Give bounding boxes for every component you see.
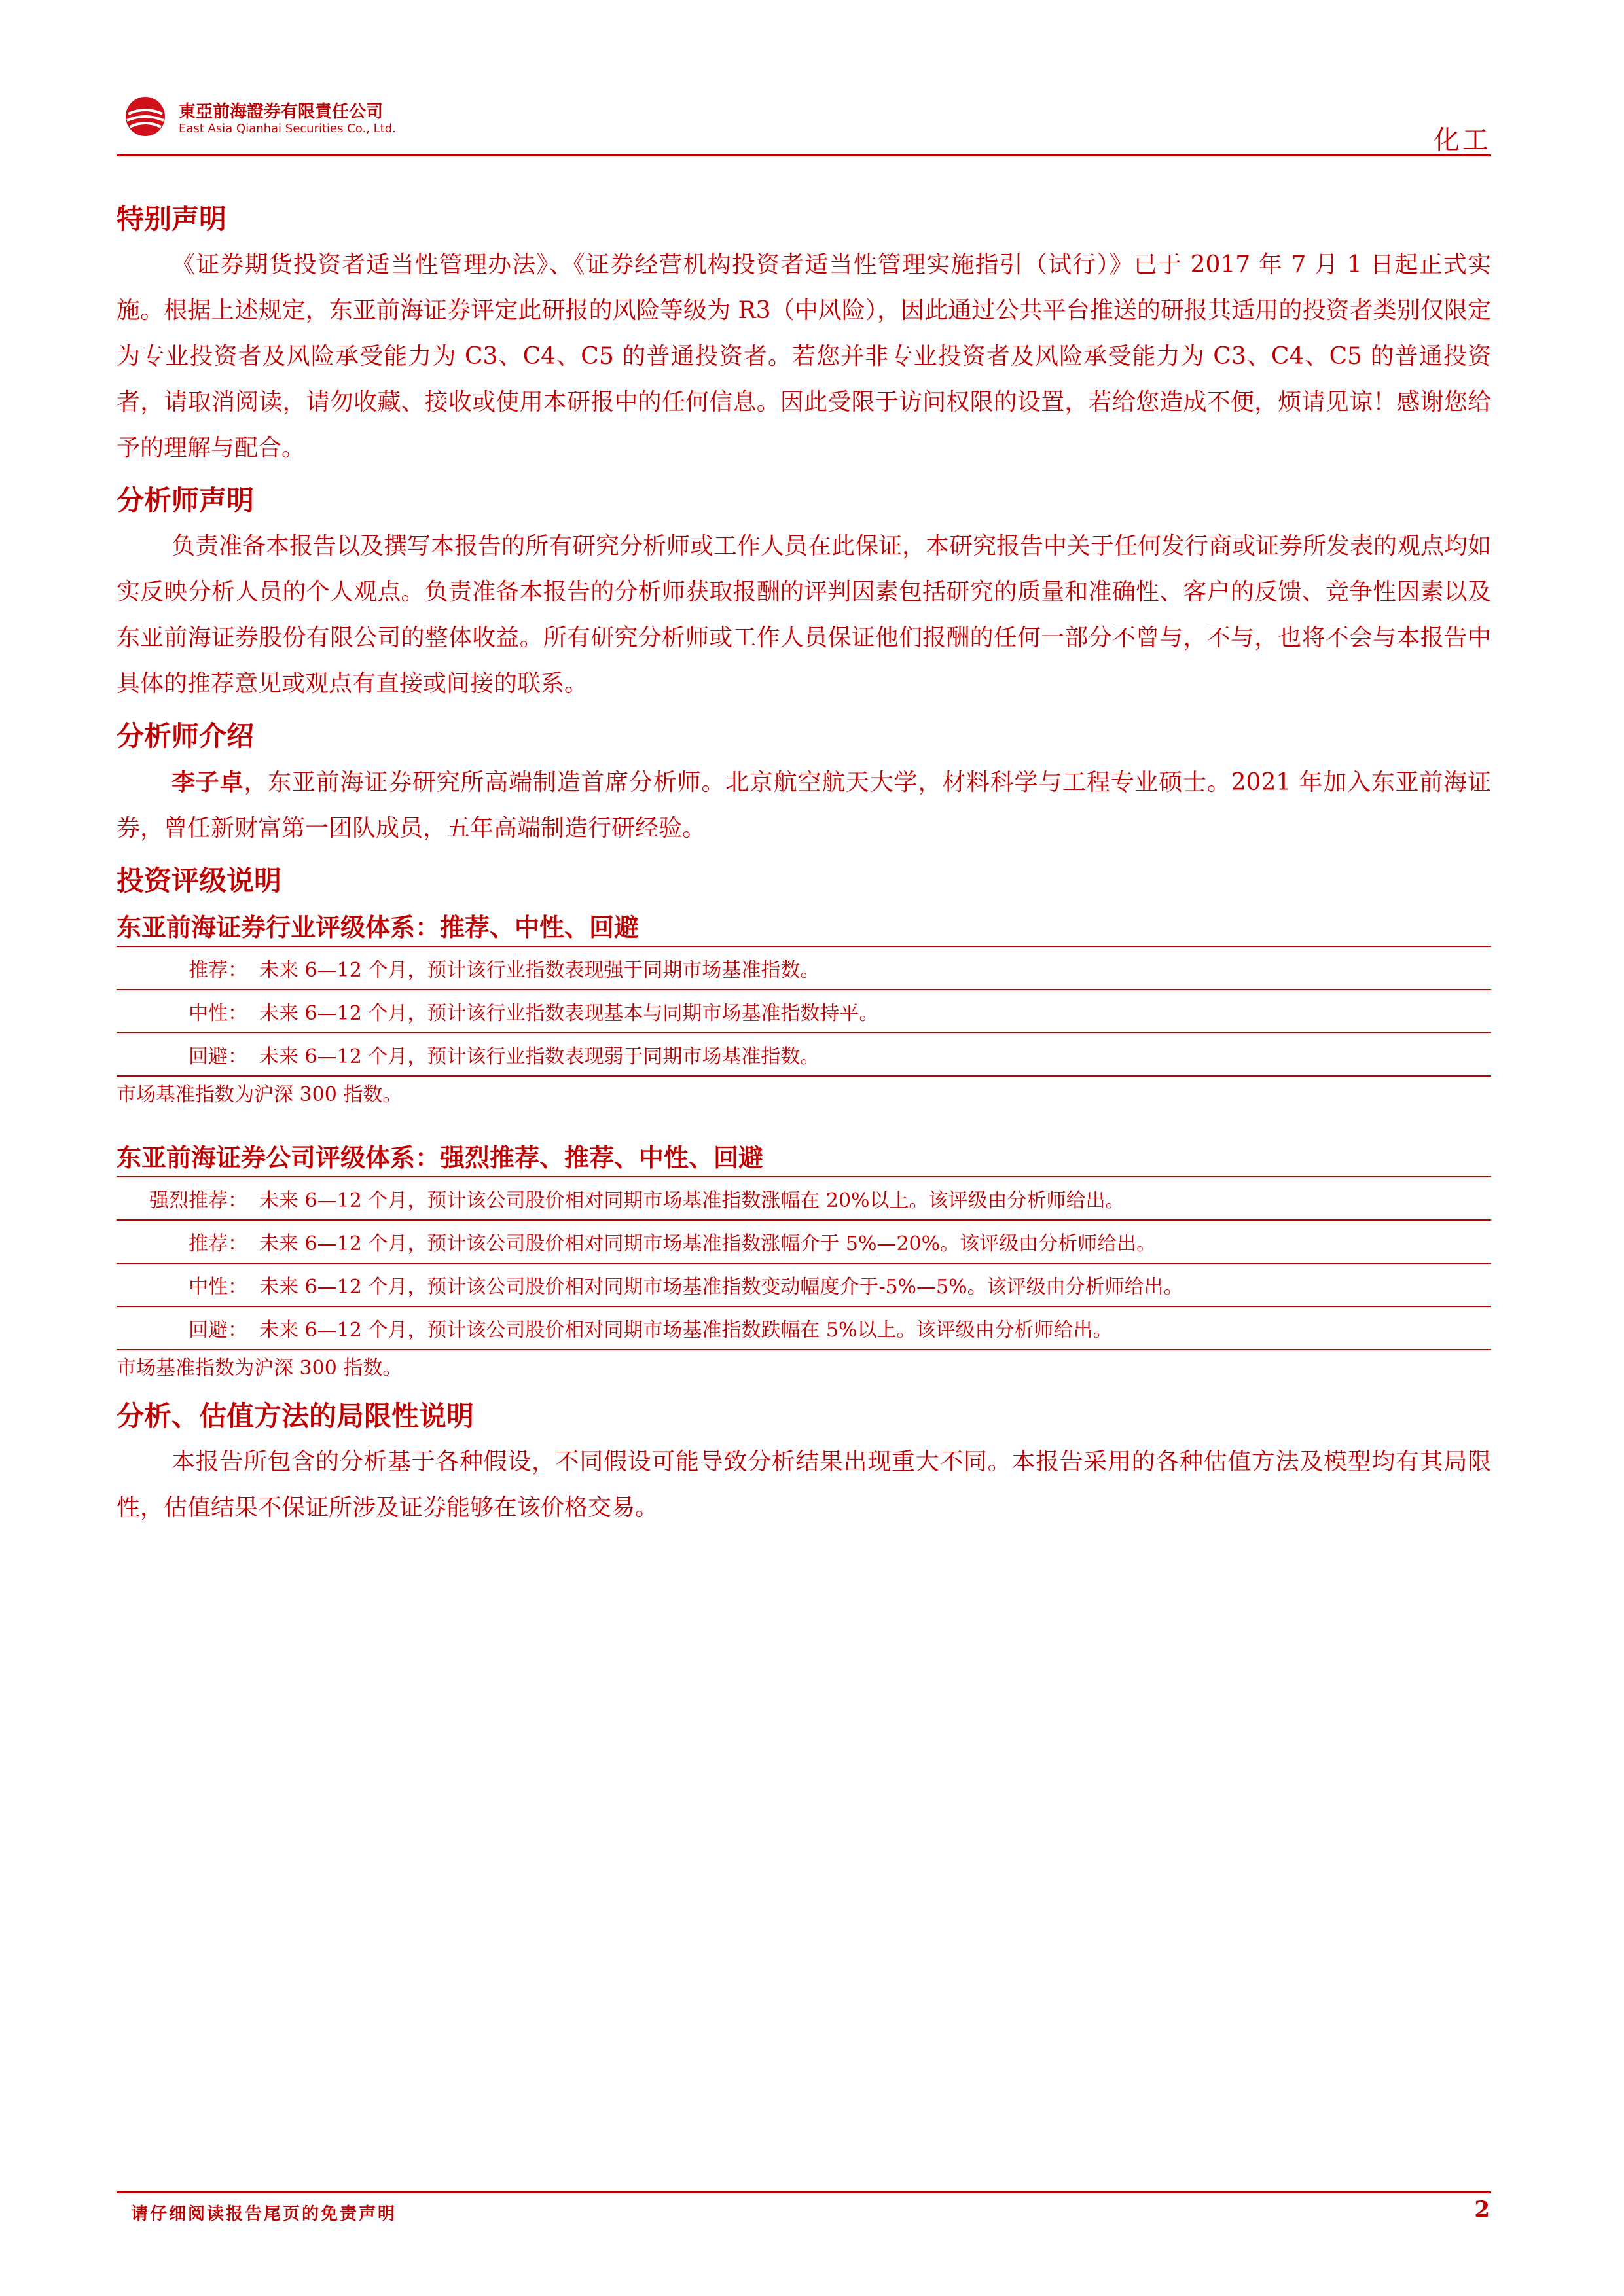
- rating-desc: 未来 6—12 个月，预计该行业指数表现基本与同期市场基准指数持平。: [259, 1002, 879, 1025]
- page-number: 2: [1474, 2197, 1490, 2223]
- rating-label: 回避：: [189, 1045, 247, 1068]
- table-row: [117, 1177, 1491, 1220]
- table-row: [117, 990, 1491, 1033]
- rating-desc: 未来 6—12 个月，预计该行业指数表现弱于同期市场基准指数。: [259, 1045, 820, 1068]
- page-header: [117, 85, 1491, 157]
- rating-label: 推荐：: [189, 1232, 247, 1255]
- company-name-en: East Asia Qianhai Securities Co., Ltd.: [179, 122, 396, 135]
- analyst-statement-section: [117, 478, 1491, 707]
- analyst-statement-text: 负责准备本报告以及撰写本报告的所有研究分析师或工作人员在此保证，本研究报告中关于任何发行商或证券所发表的观点均如实反映分析人员的个人观点。负责准备本报告的分析师获取报酬的评判因素包括研究的质量和准确性、客户的反馈、竞争性因素以及东亚前海证券股份有限公司的整体收益。所有研究分析师或工作人员保证他们报酬的任何一部分不曾与，不与，也将不会与本报告中具体的推荐意见或观点有直接或间接的联系。: [117, 533, 1492, 697]
- rating-label: 中性：: [189, 1276, 247, 1299]
- rating-desc: 未来 6—12 个月，预计该公司股价相对同期市场基准指数变动幅度介于-5%—5%。该评级由分析师给出。: [259, 1276, 1183, 1299]
- main-content: [117, 196, 1491, 1531]
- table-row: [117, 1306, 1491, 1350]
- industry-rating-title: 东亚前海证券行业评级体系：推荐、中性、回避: [117, 913, 640, 942]
- company-rating-table: [117, 1176, 1491, 1350]
- rating-label: 强烈推荐：: [149, 1189, 247, 1212]
- special-statement-section: [117, 196, 1491, 471]
- header-divider: [117, 154, 1491, 156]
- industry-benchmark-note: 市场基准指数为沪深 300 指数。: [117, 1083, 403, 1106]
- rating-desc: 未来 6—12 个月，预计该公司股价相对同期市场基准指数涨幅介于 5%—20%。该评级由分析师给出。: [259, 1232, 1157, 1255]
- industry-rating-table: [117, 946, 1491, 1077]
- analyst-intro-section: [117, 713, 1491, 852]
- rating-desc: 未来 6—12 个月，预计该公司股价相对同期市场基准指数涨幅在 20%以上。该评级由分析师给出。: [259, 1189, 1125, 1212]
- company-name-cn: 東亞前海證券有限責任公司: [179, 102, 384, 122]
- rating-desc: 未来 6—12 个月，预计该公司股价相对同期市场基准指数跌幅在 5%以上。该评级由分析师给出。: [259, 1319, 1113, 1342]
- limitations-section: [117, 1393, 1491, 1531]
- table-row: [117, 1220, 1491, 1263]
- footer-divider: [117, 2191, 1491, 2193]
- sector-label: 化工: [1434, 125, 1491, 155]
- analyst-name: 李子卓: [171, 768, 244, 796]
- limitations-text: 本报告所包含的分析基于各种假设，不同假设可能导致分析结果出现重大不同。本报告采用的各种估值方法及模型均有其局限性，估值结果不保证所涉及证券能够在该价格交易。: [117, 1448, 1491, 1521]
- footer-disclaimer-note: 请仔细阅读报告尾页的免责声明: [131, 2204, 397, 2224]
- table-row: [117, 946, 1491, 990]
- analyst-intro-text: [117, 759, 1491, 852]
- rating-label: 回避：: [189, 1319, 247, 1342]
- rating-section: [117, 858, 1491, 1387]
- table-row: [117, 1033, 1491, 1076]
- table-row: [117, 1263, 1491, 1306]
- company-logo-icon: [122, 94, 169, 141]
- analyst-statement-heading: 分析师声明: [117, 484, 255, 516]
- limitations-heading: 分析、估值方法的局限性说明: [117, 1400, 475, 1432]
- special-statement-heading: 特别声明: [117, 203, 227, 235]
- rating-label: 中性：: [189, 1002, 247, 1025]
- rating-desc: 未来 6—12 个月，预计该行业指数表现强于同期市场基准指数。: [259, 959, 820, 982]
- rating-heading: 投资评级说明: [117, 865, 282, 897]
- special-statement-text: 《证券期货投资者适当性管理办法》、《证券经营机构投资者适当性管理实施指引（试行）》已于 2017 年 7 月 1 日起正式实施。根据上述规定，东亚前海证券评定此研报的风险等级为 R3（中风险），因此通过公共平台推送的研报其适用的投资者类别仅限定为专业投资者及风险承受能力为 C3、C4、C5 的普通投资者。若您并非专业投资者及风险承受能力为 C3、C4、C5 的普通投资者，请取消阅读，请勿收藏、接收或使用本研报中的任何信息。因此受限于访问权限的设置，若给您造成不便，烦请见谅！感谢您给予的理解与配合。: [117, 251, 1491, 461]
- rating-label: 推荐：: [189, 959, 247, 982]
- analyst-intro-body: ，东亚前海证券研究所高端制造首席分析师。北京航空航天大学，材料科学与工程专业硕士。2021 年加入东亚前海证券，曾任新财富第一团队成员，五年高端制造行研经验。: [117, 769, 1491, 842]
- analyst-intro-heading: 分析师介绍: [117, 720, 255, 752]
- company-benchmark-note: 市场基准指数为沪深 300 指数。: [117, 1357, 403, 1380]
- company-rating-title: 东亚前海证券公司评级体系：强烈推荐、推荐、中性、回避: [117, 1143, 764, 1172]
